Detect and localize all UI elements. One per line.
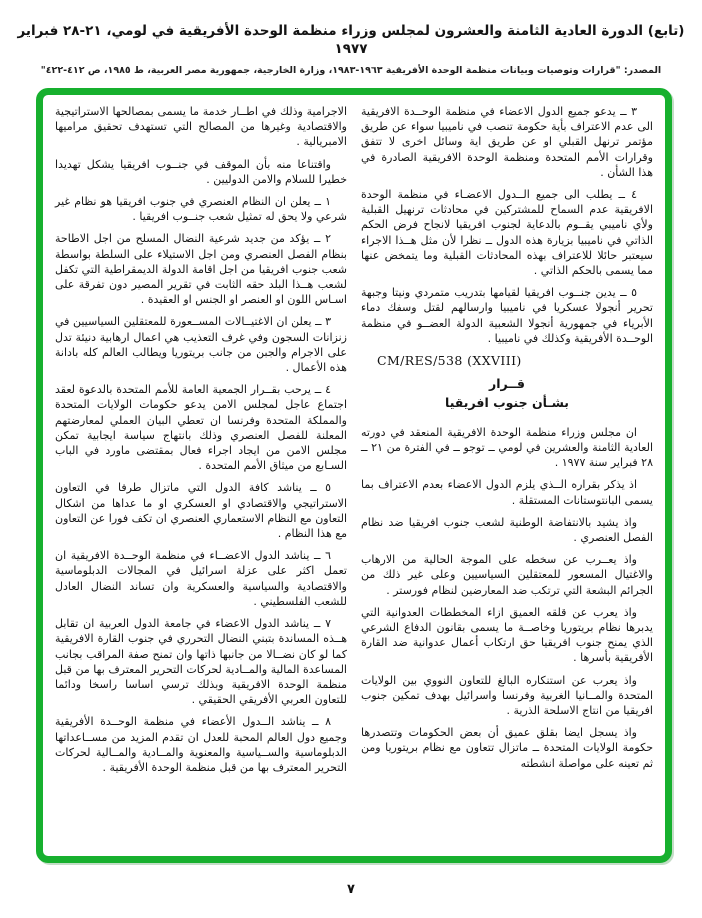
paragraph: ٣ ــ يدعو جميع الدول الاعضاء في منظمة الوحــدة الافريقية الى عدم الاعتراف بأية حكومة تنصب في ناميبيا سواء عن طريق مؤتمر ترنهل القبلي او عن طريق اية وسائل اخرى لا تتفق وقرارات الأمم المتحدة ومنظمة الوحدة الافريقية الصادرة في هذا الشأن . [361,105,653,179]
paragraph: اذ يذكر بقراره الــذي يلزم الدول الاعضاء بعدم الاعتراف بما يسمى البانتوستانات المستقلة . [361,478,653,507]
page-title: (تابع) الدورة العادية الثامنة والعشرون لمجلس وزراء منظمة الوحدة الأفريقية في لومي، ٢١-٢٨ فبراير ١٩٧٧ [17,23,685,58]
paragraph: واذ يسجل ايضا بقلق عميق أن بعض الحكومات وتتصدرها حكومة الولايات المتحدة ــ ماتزال تتعاون مع نظام بريتوريا ومن ثم تعينه على مواصلة انشطته [361,726,653,770]
paragraph: واذ يعرب عن استنكاره البالغ للتعاون النووي بين الولايات المتحدة والمــانيا الغربية وفرنسا واسرائيل بهدف تمكين جنوب افريقيا من انتاج الاسلحة الذرية . [361,673,653,717]
paragraph: ان مجلس وزراء منظمة الوحدة الافريقية المنعقد في دورته العادية الثامنة والعشرين في لومي ــ توجو ــ في الفترة من ٢١ ــ ٢٨ فبراير سنة ١٩٧٧ . [361,425,653,470]
document-header [10,22,692,76]
green-border-frame [36,88,672,863]
paragraph: ٢ ــ يؤكد من جديد شرعية النضال المسلح من اجل الاطاحة بنظام الفصل العنصري ومن اجل الاستيلاء على السلطة بواسطة شعب جنوب افريقيا من اجل اقامة الدولة الديمقراطية التي تكفل لشعب هــذا البلد حقه الثابت في تقرير المصير دون تفرقة على اسـاس اللون او العنصر او الجنس او العقيدة . [55,232,347,307]
paragraph: ٣ ــ يعلن ان الاغتيــالات المســعورة للمعتقلين السياسيين في زنزانات السجون وفي غرف التعذيب هي اعمال ارهابية دنيئة تدل على الاجرام والجبن من جانب بريتوريا ويطالب العالم كله بادانة هذه الأعمال . [55,315,347,375]
right-column [361,104,653,847]
source-line: المصدر: "قرارات وتوصيات وبيانات منظمة الوحدة الأفريقية ١٩٦٣-١٩٨٣، وزارة الخارجية، جمهورية مصر العربية، ط ١٩٨٥، ص ٤١٢-٤٢٢" [40,65,662,77]
resolution-reference: CM/RES/538 (XXVIII) [377,353,522,369]
resolution-title-word: قــرار [489,376,525,392]
paragraph: واذ يعرب عن قلقه العميق ازاء المخططات العدوانية التي يدبرها نظام بريتوريا وخاصــة ما يسمى بقانون الدفاع الشرعي الذي يمنح جنوب افريقيا حق ارتكاب أعمال عدوانية ضد القارة الأفريقية بأسرها . [361,605,653,665]
page-number: ٧ [347,882,355,897]
paragraph: ١ ــ يعلن ان النظام العنصري في جنوب افريقيا هو نظام غير شرعي ولا يحق له تمثيل شعب جنــوب افريقيا . [55,195,347,224]
paragraph: الاجرامية وذلك في اطــار خدمة ما يسمى بمصالحها الاستراتيجية والاقتصادية وغيرها من المصالح التي تستهدف تحقيق مراميها الامبريالية . [55,105,347,149]
resolution-title [361,375,653,413]
two-column-text-area [43,95,665,856]
paragraph: واذ يعــرب عن سخطه على الموجة الحالية من الارهاب والاغتيال المسعور للمعتقلين السياسيين وعلى غير ذلك من الجرائم البشعة التي ترتكب ضد المعارضين لنظام فورستر . [361,553,653,597]
paragraph: ٦ ــ يناشد الدول الاعضــاء في منظمة الوحــدة الافريقية ان تعمل اكثر على عزلة اسرائيل في المجالات الدبلوماسية والاقتصادية والسياسية والعسكرية وان تساند النضال العادل للشعب الفلسطيني . [55,549,347,608]
paragraph: ٤ ــ يطلب الى جميع الــدول الاعضـاء في منظمة الوحدة الافريقية عدم السماح للمشتركين في محادثات ترنهيل القبلية ولأي ناميبي يقــوم بالدعاية لجنوب افريقيا لانجاح فرض الحكم الذاتي في ناميبيا بزيارة هذه الدول ــ نظرا لأن مثل هــذا الاجراء سيعتبر حائلا للاعتراف بهذه المحادثات القبلية وما يتمخض عنها مما يسمى بالحكم الذاتي . [361,188,653,278]
left-column [55,104,347,847]
paragraph: ٨ ــ يناشد الــدول الأعضاء في منظمة الوحــدة الأفريقية وجميع دول العالم المحبة للعدل ان تقدم المزيد من مســاعداتها الدبلوماسية والســياسية والمعنوية والمــادية والمــالية لحركات التحرير المعترف بها من قبل منظمة الوحدة الأفريقية . [55,715,347,774]
resolution-title-subject: بشـأن جنوب افريقيا [445,395,569,410]
paragraph: ٤ ــ يرحب بقــرار الجمعية العامة للأمم المتحدة بالدعوة لعقد اجتماع عاجل لمجلس الامن يدعو حكومات الولايات المتحدة والمملكة المتحدة وفرنسا ان تعطي البيان العملي لمعارضتهم المعلنة للفصل العنصري وذلك بانتهاج سياسة ايجابية تمكن مجلس الامن من ايجاد اجراء فعال بمقتضى ماورد في الباب السـابع من ميثاق الأمم المتحدة . [55,383,347,473]
paragraph: ٥ ــ يناشد كافة الدول التي ماتزال طرفا في التعاون الاستراتيجي والاقتصادي او العسكري او ما عداها من اشكال التعاون مع النظام الاستعماري العنصري ان تكف فورا عن التعاون مع هذا النظام . [55,481,347,541]
paragraph: واذ يشيد بالانتفاضة الوطنية لشعب جنوب افريقيا ضد نظام الفصل العنصري . [361,515,653,544]
paragraph: ٧ ــ يناشد الدول الاعضاء في جامعة الدول العربية ان تقابل هــذه المساندة بتبني النضال التحرري في جنوب القارة الافريقية كما لو كان نضــالا من جانبها ذاتها وان تمنح صفة المراقب بجانب المساعدة المالية والمــادية لحركات التحرير المعترف بها من قبل منظمة الوحدة الافريقية وبذلك ترسي اساسا راسخا ودائما للتعاون العربي الأفريقي الحقيقي . [55,617,347,707]
paragraph: واقتناعا منه بأن الموقف في جنــوب افريقيا يشكل تهديدا خطيرا للسلام والامن الدوليين . [55,157,347,186]
paragraph: ٥ ــ يدين جنــوب افريقيا لقيامها بتدريب متمردي ونيتا وجبهة تحرير أنجولا عسكريا في ناميبيا وارسالهم لقتل وسفك دماء الأبرياء في جمهورية أنجولا الشعبية الدولة العضــو في منظمة الوحــدة الأفريقية وكذلك في ناميبيا . [361,286,653,345]
